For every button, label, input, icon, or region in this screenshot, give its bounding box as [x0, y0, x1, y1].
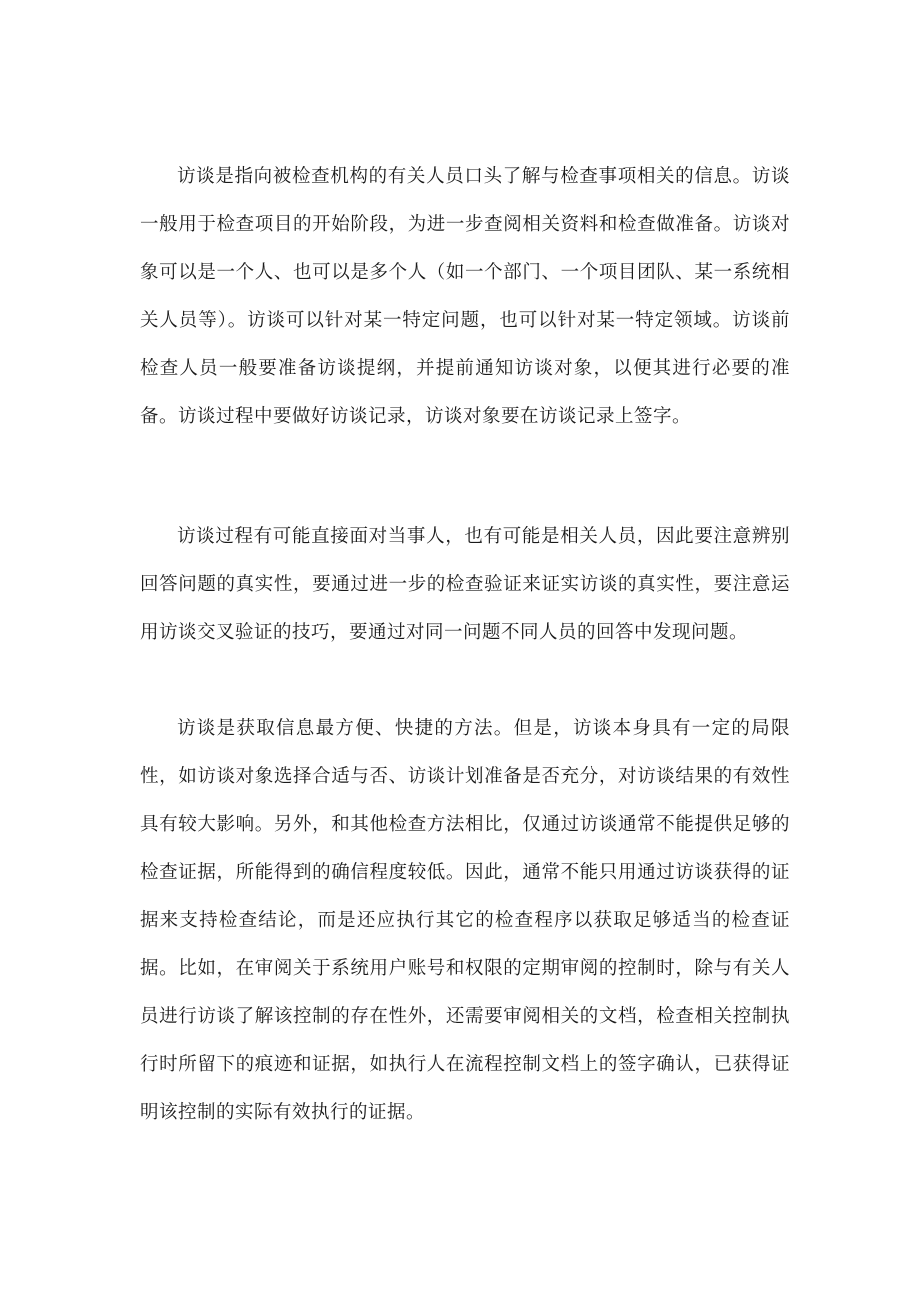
- paragraph-interview-limitations: 访谈是获取信息最方便、快捷的方法。但是，访谈本身具有一定的局限性，如访谈对象选择合适与否、访谈计划准备是否充分，对访谈结果的有效性具有较大影响。另外，和其他检查方法相比，仅通过访谈通常不能提供足够的检查证据，所能得到的确信程度较低。因此，通常不能只用通过访谈获得的证据来支持检查结论，而是还应执行其它的检查程序以获取足够适当的检查证据。比如，在审阅关于系统用户账号和权限的定期审阅的控制时，除与有关人员进行访谈了解该控制的存在性外，还需要审阅相关的文档，检查相关控制执行时所留下的痕迹和证据，如执行人在流程控制文档上的签字确认，已获得证明该控制的实际有效执行的证据。: [140, 718, 790, 1123]
- paragraph-interview-verification: 访谈过程有可能直接面对当事人，也有可能是相关人员，因此要注意辨别回答问题的真实性，要通过进一步的检查验证来证实访谈的真实性，要注意运用访谈交叉验证的技巧，要通过对同一问题不同人员的回答中发现问题。: [140, 526, 790, 643]
- paragraph-interview-definition: 访谈是指向被检查机构的有关人员口头了解与检查事项相关的信息。访谈一般用于检查项目的开始阶段，为进一步查阅相关资料和检查做准备。访谈对象可以是一个人、也可以是多个人（如一个部门、一个项目团队、某一系统相关人员等）。访谈可以针对某一特定问题，也可以针对某一特定领域。访谈前检查人员一般要准备访谈提纲，并提前通知访谈对象，以便其进行必要的准备。访谈过程中要做好访谈记录，访谈对象要在访谈记录上签字。: [140, 166, 790, 427]
